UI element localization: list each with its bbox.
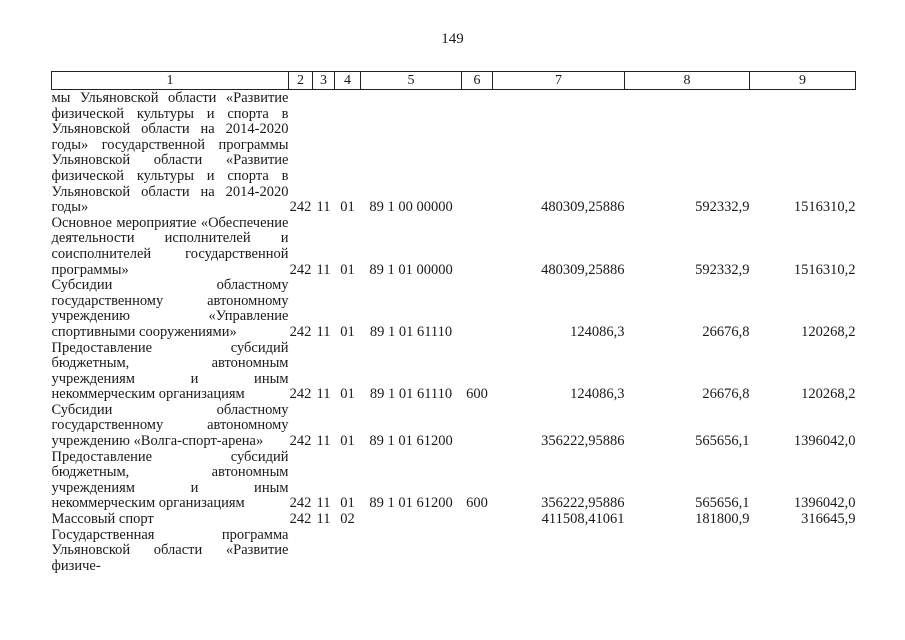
cell-col2: 242 [289, 511, 312, 528]
cell-col7: 124086,3 [570, 386, 625, 403]
cell-col8 [625, 528, 750, 575]
cell-col6: 600 [466, 495, 488, 512]
table-row [52, 341, 856, 403]
column-header-5: 5 [361, 72, 462, 90]
column-header-6: 6 [462, 72, 493, 90]
cell-col3: 11 [316, 199, 331, 216]
cell-col4: 01 [340, 386, 355, 403]
cell-col8: 592332,9 [695, 199, 750, 216]
row-name: Государственная программа Ульяновской области «Развитие физиче- [51, 526, 289, 574]
cell-col4: 01 [340, 323, 355, 340]
cell-col4: 01 [340, 199, 355, 216]
cell-col7: 124086,3 [570, 323, 625, 340]
row-name: Основное мероприятие «Обеспечение деятельности исполнителей и соисполнителей государственной программы» [51, 214, 289, 278]
cell-col9: 120268,2 [801, 386, 856, 403]
column-header-9: 9 [750, 72, 856, 90]
cell-col5: 89 1 01 61200 [369, 433, 453, 450]
cell-col9: 1516310,2 [793, 199, 856, 216]
row-name: Субсидии областному государственному автономному учреждению «Управление спортивными сооружениями» [51, 277, 289, 340]
cell-col9: 1516310,2 [793, 261, 856, 278]
cell-col6 [462, 512, 493, 528]
cell-col5: 89 1 01 61110 [369, 323, 453, 340]
cell-col8: 26676,8 [702, 386, 750, 403]
column-header-8: 8 [625, 72, 750, 90]
table-row [52, 403, 856, 450]
cell-col3: 11 [316, 495, 331, 512]
cell-col2 [289, 528, 313, 575]
cell-col7: 480309,25886 [541, 261, 625, 278]
cell-col8: 592332,9 [695, 261, 750, 278]
row-name: мы Ульяновской области «Развитие физической культуры и спорта в Ульяновской области на 2014-2020 годы» государственной программы Ульяновской области «Развитие физической культуры и спорта в Ульяновской области на 2014-2020 годы» [51, 90, 289, 216]
cell-col8: 26676,8 [702, 323, 750, 340]
cell-col2: 242 [289, 199, 312, 216]
cell-col5: 89 1 01 00000 [369, 261, 453, 278]
cell-col3: 11 [316, 261, 331, 278]
cell-col9: 120268,2 [801, 323, 856, 340]
table-row [52, 278, 856, 340]
table-header-row [52, 72, 856, 90]
column-header-7: 7 [493, 72, 625, 90]
cell-col7: 480309,25886 [541, 199, 625, 216]
cell-col5: 89 1 00 00000 [369, 199, 453, 216]
cell-col5: 89 1 01 61110 [369, 386, 453, 403]
cell-col8: 565656,1 [695, 433, 750, 450]
cell-col5: 89 1 01 61200 [369, 495, 453, 512]
cell-col3: 11 [316, 433, 331, 450]
table-row [52, 512, 856, 528]
cell-col4: 02 [340, 511, 355, 528]
table-row [52, 528, 856, 575]
cell-col4: 01 [340, 495, 355, 512]
cell-col3: 11 [316, 386, 331, 403]
cell-col6 [462, 403, 493, 450]
cell-col4: 01 [340, 261, 355, 278]
column-header-1: 1 [52, 72, 289, 90]
page-number: 149 [441, 31, 464, 47]
cell-col2: 242 [289, 386, 312, 403]
cell-col3: 11 [316, 323, 331, 340]
cell-col2: 242 [289, 433, 312, 450]
cell-col9: 316645,9 [801, 511, 856, 528]
column-header-4: 4 [335, 72, 361, 90]
cell-col9 [750, 528, 856, 575]
cell-col2: 242 [289, 261, 312, 278]
row-name: Предоставление субсидий бюджетным, автономным учреждениям и иным некоммерческим организациям [51, 339, 289, 403]
cell-col2: 242 [289, 495, 312, 512]
column-header-2: 2 [289, 72, 313, 90]
row-name: Массовый спорт [51, 511, 154, 528]
cell-col3: 11 [316, 511, 331, 528]
cell-col5 [361, 512, 462, 528]
cell-col4: 01 [340, 433, 355, 450]
cell-col7: 356222,95886 [541, 495, 625, 512]
cell-col6 [462, 216, 493, 278]
cell-col8: 565656,1 [695, 495, 750, 512]
table-row [52, 90, 856, 216]
cell-col6 [462, 528, 493, 575]
cell-col4 [335, 528, 361, 575]
cell-col9: 1396042,0 [793, 495, 856, 512]
cell-col8: 181800,9 [695, 511, 750, 528]
cell-col9: 1396042,0 [793, 433, 856, 450]
table-row [52, 216, 856, 278]
cell-col6: 600 [466, 386, 488, 403]
cell-col2: 242 [289, 323, 312, 340]
cell-col3 [313, 528, 335, 575]
budget-table [51, 71, 856, 574]
cell-col7: 356222,95886 [541, 433, 625, 450]
cell-col7: 411508,41061 [541, 511, 625, 528]
cell-col6 [462, 90, 493, 216]
row-name: Субсидии областному государственному автономному учреждению «Волга-спорт-арена» [51, 401, 289, 450]
cell-col7 [493, 528, 625, 575]
table-row [52, 450, 856, 512]
cell-col5 [361, 528, 462, 575]
cell-col6 [462, 278, 493, 340]
column-header-3: 3 [313, 72, 335, 90]
row-name: Предоставление субсидий бюджетным, автономным учреждениям и иным некоммерческим организациям [51, 448, 289, 512]
